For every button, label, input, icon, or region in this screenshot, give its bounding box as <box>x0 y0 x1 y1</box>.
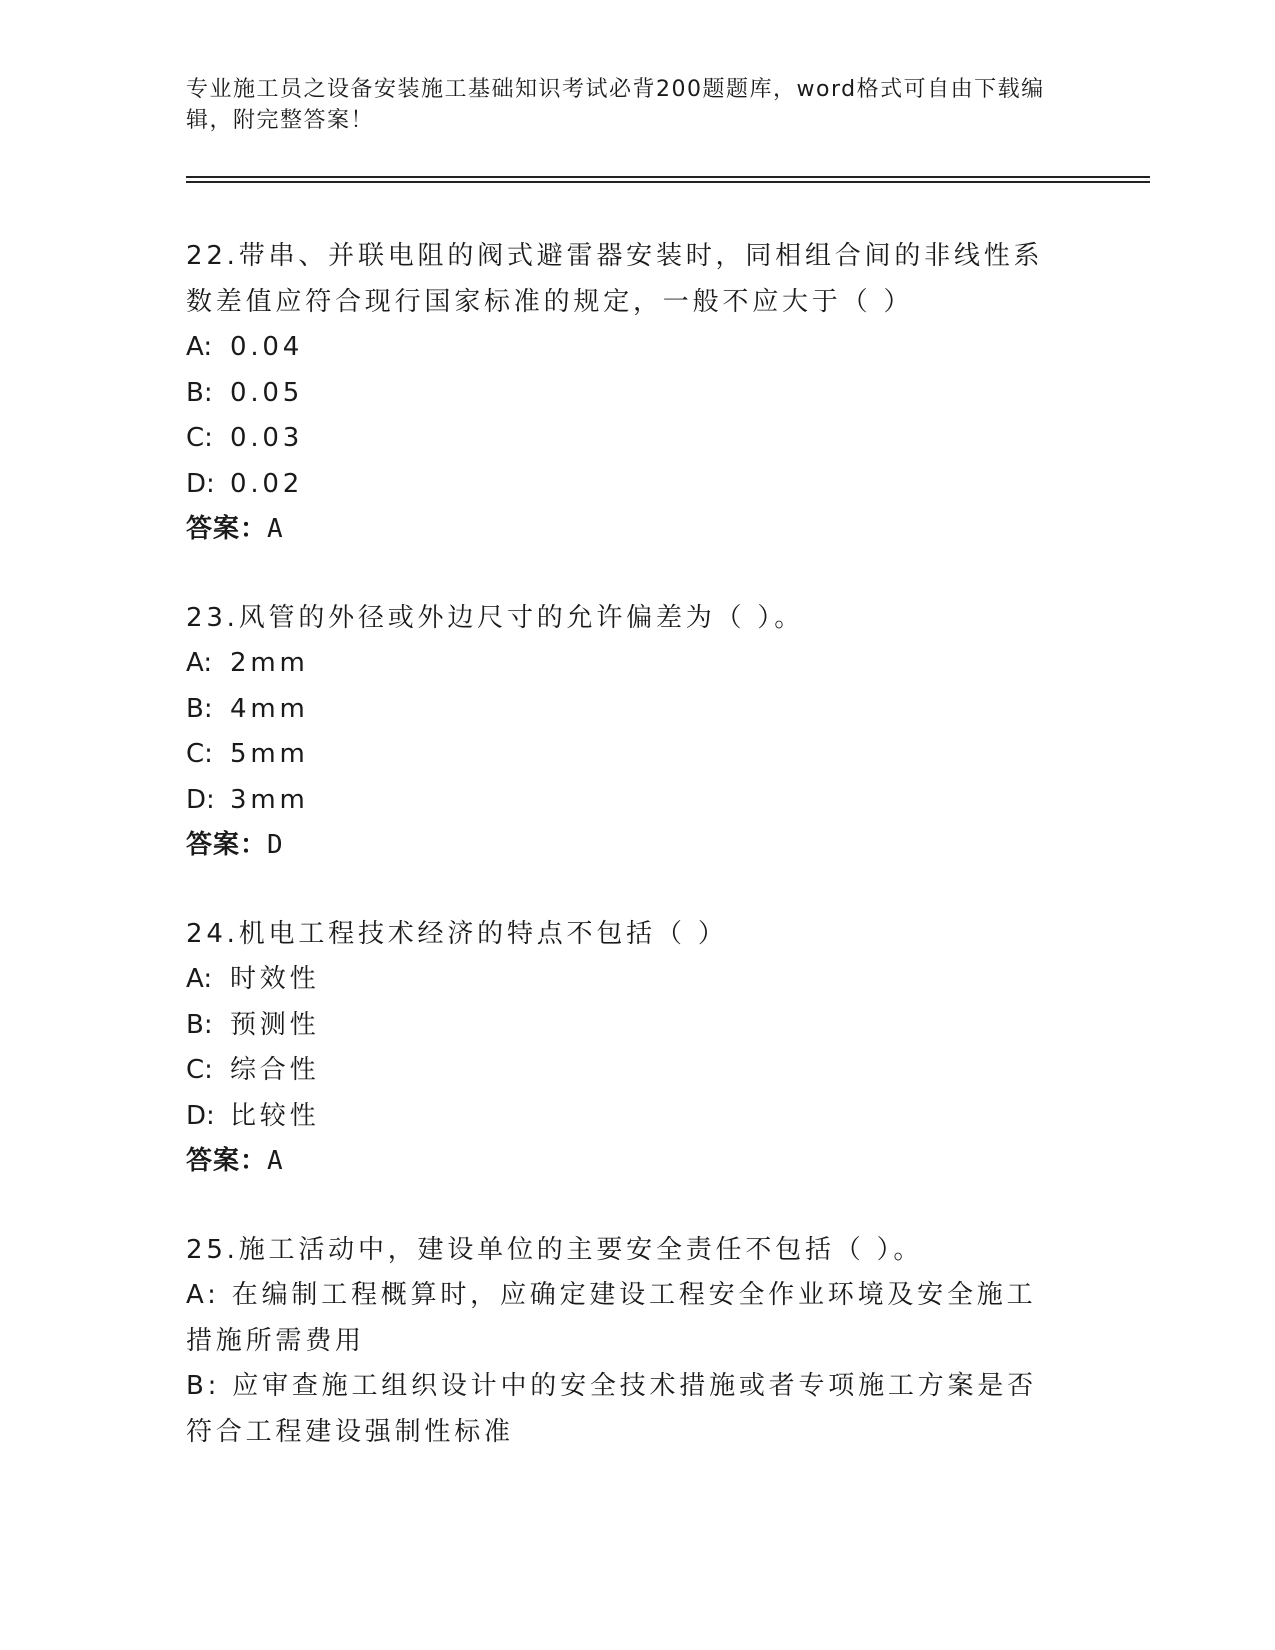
answer-value: A <box>267 1146 284 1176</box>
question-stem: 22.带串、并联电阻的阀式避雷器安装时，同相组合间的非线性系数差值应符合现行国家标准的规定，一般不应大于（ ） <box>186 241 1044 317</box>
option-text: 0.02 <box>230 468 304 499</box>
option-label: A: <box>186 1280 220 1310</box>
answer-line <box>186 507 1066 553</box>
option-text: 0.05 <box>230 377 304 408</box>
question-stem: 25.施工活动中，建设单位的主要安全责任不包括（ ）。 <box>186 1234 924 1265</box>
option-d <box>186 462 1066 508</box>
option-a <box>186 325 1066 371</box>
question-25 <box>186 1228 1066 1456</box>
answer-label: 答案： <box>186 1146 268 1176</box>
option-label: C: <box>186 1055 213 1085</box>
option-b <box>186 371 1066 417</box>
question-24 <box>186 912 1066 1185</box>
answer-value: D <box>267 830 284 860</box>
option-b <box>186 1003 1066 1049</box>
question-23 <box>186 596 1066 869</box>
option-a <box>186 641 1066 687</box>
option-label: B: <box>186 1371 221 1401</box>
option-label: A: <box>186 964 213 994</box>
option-text: 时效性 <box>230 964 320 994</box>
option-label: D: <box>186 1100 215 1131</box>
question-22 <box>186 234 1066 553</box>
option-text: 在编制工程概算时，应确定建设工程安全作业环境及安全施工措施所需费用 <box>186 1280 1037 1356</box>
question-stem: 23.风管的外径或外边尺寸的允许偏差为（ ）。 <box>186 602 805 633</box>
option-label: C: <box>186 423 213 453</box>
header-divider-bottom <box>186 181 1150 183</box>
option-label: A: <box>186 648 213 678</box>
answer-line <box>186 1139 1066 1185</box>
question-stem: 24.机电工程技术经济的特点不包括（ ） <box>186 918 728 949</box>
option-text: 0.04 <box>230 332 304 362</box>
option-text: 5mm <box>230 739 309 769</box>
answer-label: 答案： <box>186 830 268 860</box>
option-d <box>186 1094 1066 1140</box>
option-label: D: <box>186 468 215 499</box>
option-text: 2mm <box>230 648 309 678</box>
answer-value: A <box>267 514 284 544</box>
option-text: 应审查施工组织设计中的安全技术措施或者专项施工方案是否符合工程建设强制性标准 <box>186 1371 1037 1447</box>
option-a <box>186 957 1066 1003</box>
option-label: B: <box>186 693 213 724</box>
option-text: 预测性 <box>230 1009 320 1040</box>
option-d <box>186 778 1066 824</box>
option-b <box>186 1364 1066 1455</box>
option-text: 比较性 <box>230 1100 320 1131</box>
option-label: C: <box>186 739 213 769</box>
document-header: 专业施工员之设备安装施工基础知识考试必背200题题库，word格式可自由下载编辑，附完整答案！ <box>186 77 1045 133</box>
option-text: 0.03 <box>230 423 304 453</box>
option-c <box>186 416 1066 462</box>
option-label: D: <box>186 784 215 815</box>
option-a <box>186 1273 1066 1364</box>
option-label: A: <box>186 332 213 362</box>
option-b <box>186 687 1066 733</box>
question-list <box>186 234 1066 1455</box>
option-label: B: <box>186 1009 213 1040</box>
option-label: B: <box>186 377 213 408</box>
option-c <box>186 1048 1066 1094</box>
header-divider-top <box>186 176 1150 178</box>
option-text: 3mm <box>230 784 309 815</box>
answer-label: 答案： <box>186 514 268 544</box>
option-text: 4mm <box>230 693 309 724</box>
answer-line <box>186 823 1066 869</box>
option-text: 综合性 <box>230 1055 320 1085</box>
option-c <box>186 732 1066 778</box>
